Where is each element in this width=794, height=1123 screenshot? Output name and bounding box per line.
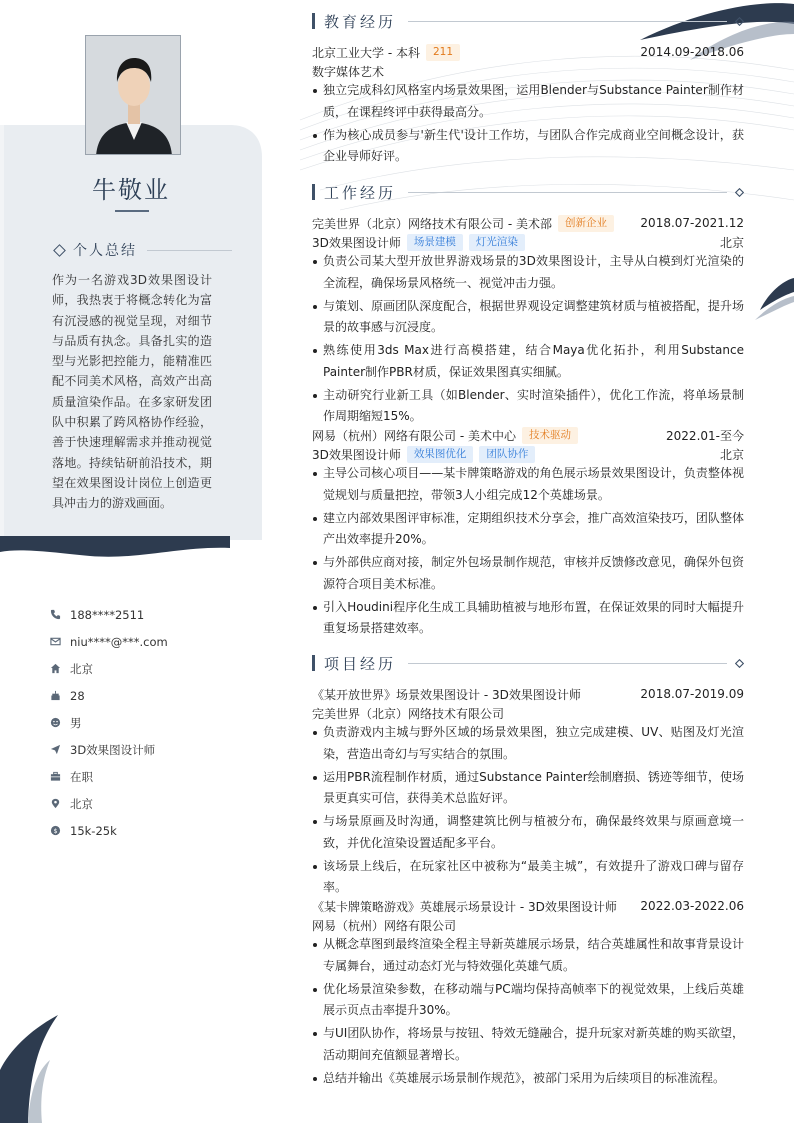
contact-info bbox=[50, 601, 250, 844]
project-date: 2018.07-2019.09 bbox=[640, 687, 744, 701]
project-bullets bbox=[312, 934, 744, 1089]
left-sidebar bbox=[0, 0, 262, 1123]
diamond-icon bbox=[735, 659, 744, 668]
job-date: 2018.07-2021.12 bbox=[640, 216, 744, 230]
job-role: 3D效果图设计师 bbox=[312, 447, 401, 462]
education-title: 教育经历 bbox=[324, 12, 397, 31]
project-entry-1 bbox=[312, 684, 744, 900]
summary-title: 个人总结 bbox=[73, 243, 137, 259]
summary-divider bbox=[147, 250, 232, 251]
work-entry-2 bbox=[312, 425, 744, 641]
list-item: 与UI团队协作，将场景与按钮、特效无缝融合，提升玩家对新英雄的购买欲望，活动期间充值额显著增长。 bbox=[312, 1023, 744, 1066]
contact-gender-value: 男 bbox=[70, 715, 82, 730]
list-item: 从概念草图到最终渲染全程主导新英雄展示场景，结合英雄属性和故事背景设计专属舞台，通过动态灯光与特效强化英雄气质。 bbox=[312, 934, 744, 977]
avatar bbox=[86, 36, 181, 155]
list-item: 该场景上线后，在玩家社区中被称为“最美主城”，有效提升了游戏口碑与留存率。 bbox=[312, 856, 744, 899]
diamond-icon bbox=[735, 17, 744, 26]
home-icon bbox=[50, 663, 61, 674]
school-name: 北京工业大学 - 本科 bbox=[312, 45, 420, 60]
project-company-row bbox=[312, 916, 744, 934]
diamond-icon bbox=[53, 244, 66, 257]
contact-age-value: 28 bbox=[70, 688, 85, 703]
education-bullets bbox=[312, 80, 744, 168]
job-date: 2022.01-至今 bbox=[666, 428, 744, 443]
contact-phone-value: 188****2511 bbox=[70, 607, 145, 622]
project-row bbox=[312, 896, 744, 916]
major-row bbox=[312, 62, 744, 80]
list-item: 引入Houdini程序化生成工具辅助植被与地形布置，在保证效果的同时大幅提升重复场景搭建效率。 bbox=[312, 597, 744, 640]
contact-status bbox=[50, 763, 250, 790]
contact-home bbox=[50, 655, 250, 682]
job-row bbox=[312, 425, 744, 445]
contact-age bbox=[50, 682, 250, 709]
role-row bbox=[312, 445, 744, 463]
contact-gender bbox=[50, 709, 250, 736]
school-tag: 211 bbox=[426, 44, 460, 61]
job-city: 北京 bbox=[719, 447, 744, 462]
location-icon bbox=[50, 798, 61, 809]
list-item: 总结并输出《英雄展示场景制作规范》，被部门采用为后续项目的标准流程。 bbox=[312, 1068, 744, 1090]
email-icon bbox=[50, 636, 61, 647]
contact-position bbox=[50, 736, 250, 763]
skill-tag: 效果图优化 bbox=[407, 446, 474, 463]
name-divider bbox=[115, 210, 149, 212]
education-date: 2014.09-2018.06 bbox=[640, 45, 744, 59]
company-name: 网易（杭州）网络有限公司 - 美术中心 bbox=[312, 428, 516, 443]
company-name: 完美世界（北京）网络技术有限公司 - 美术部 bbox=[312, 216, 552, 231]
job-role: 3D效果图设计师 bbox=[312, 235, 401, 250]
work-entry-1 bbox=[312, 213, 744, 429]
project-entry-2 bbox=[312, 896, 744, 1091]
education-header bbox=[312, 10, 744, 32]
contact-position-value: 3D效果图设计师 bbox=[70, 742, 156, 757]
list-item: 运用PBR流程制作材质，通过Substance Painter绘制磨损、锈迹等细节，使场景更真实可信，获得美术总监好评。 bbox=[312, 767, 744, 810]
company-tag: 创新企业 bbox=[558, 215, 614, 232]
company-tag: 技术驱动 bbox=[522, 427, 578, 444]
list-item: 与外部供应商对接，制定外包场景制作规范，审核并反馈修改意见，确保外包资源符合项目美术标准。 bbox=[312, 552, 744, 595]
list-item: 与策划、原画团队深度配合，根据世界观设定调整建筑材质与植被搭配，提升场景的故事感与沉浸度。 bbox=[312, 296, 744, 339]
projects-header bbox=[312, 652, 744, 674]
section-bar bbox=[312, 655, 315, 671]
project-name: 《某卡牌策略游戏》英雄展示场景设计 - 3D效果图设计师 bbox=[312, 899, 617, 914]
section-bar bbox=[312, 184, 315, 200]
send-icon bbox=[50, 744, 61, 755]
job-row bbox=[312, 213, 744, 233]
major: 数字媒体艺术 bbox=[312, 64, 385, 79]
project-bullets bbox=[312, 722, 744, 899]
salary-icon bbox=[50, 825, 61, 836]
project-name: 《某开放世界》场景效果图设计 - 3D效果图设计师 bbox=[312, 687, 581, 702]
section-bar bbox=[312, 13, 315, 29]
svg-text:$: $ bbox=[53, 826, 58, 835]
projects-title: 项目经历 bbox=[324, 654, 397, 673]
contact-salary-value: 15k-25k bbox=[70, 823, 117, 838]
work-title: 工作经历 bbox=[324, 183, 397, 202]
list-item: 作为核心成员参与'新生代'设计工作坊，与团队合作完成商业空间概念设计，获企业导师好评。 bbox=[312, 125, 744, 168]
list-item: 负责游戏内主城与野外区域的场景效果图，独立完成建模、UV、贴图及灯光渲染，营造出奇幻与写实结合的氛围。 bbox=[312, 722, 744, 765]
skill-tag: 团队协作 bbox=[479, 446, 535, 463]
list-item: 与场景原画及时沟通，调整建筑比例与植被分布，确保最终效果与原画意境一致，并优化渲染设置适配多平台。 bbox=[312, 811, 744, 854]
briefcase-icon bbox=[50, 771, 61, 782]
section-divider bbox=[408, 21, 727, 22]
skill-tag: 灯光渲染 bbox=[469, 234, 525, 251]
project-date: 2022.03-2022.06 bbox=[640, 899, 744, 913]
contact-location-value: 北京 bbox=[70, 796, 93, 811]
list-item: 优化场景渲染参数，在移动端与PC端均保持高帧率下的视觉效果，上线后英雄展示页点击率提升30%。 bbox=[312, 979, 744, 1022]
education-row bbox=[312, 42, 744, 62]
education-entry bbox=[312, 42, 744, 169]
work-header bbox=[312, 181, 744, 203]
job-bullets bbox=[312, 463, 744, 640]
list-item: 主动研究行业新工具（如Blender、实时渲染插件），优化工作流，将单场景制作周期缩短15%。 bbox=[312, 385, 744, 428]
contact-email-value: niu****@***.com bbox=[70, 634, 168, 649]
summary-header bbox=[52, 240, 232, 260]
job-bullets bbox=[312, 251, 744, 428]
cake-icon bbox=[50, 690, 61, 701]
project-company-row bbox=[312, 704, 744, 722]
project-company: 网易（杭州）网络有限公司 bbox=[312, 918, 457, 933]
list-item: 独立完成科幻风格室内场景效果图，运用Blender与Substance Painter制作材质，在课程终评中获得最高分。 bbox=[312, 80, 744, 123]
list-item: 熟练使用3ds Max进行高模搭建，结合Maya优化拓扑，利用Substance Painter制作PBR材质，保证效果图真实细腻。 bbox=[312, 340, 744, 383]
section-divider bbox=[408, 663, 727, 664]
contact-salary bbox=[50, 817, 250, 844]
contact-email bbox=[50, 628, 250, 655]
contact-location bbox=[50, 790, 250, 817]
list-item: 建立内部效果图评审标准，定期组织技术分享会，推广高效渲染技巧，团队整体产出效率提升20%。 bbox=[312, 508, 744, 551]
phone-icon bbox=[50, 609, 61, 620]
project-row bbox=[312, 684, 744, 704]
contact-phone bbox=[50, 601, 250, 628]
summary-text: 作为一名游戏3D效果图设计师，我热衷于将概念转化为富有沉浸感的视觉呈现，对细节与品质有执念。具备扎实的造型与光影把控能力，能精准匹配不同美术风格，高效产出高质量渲染作品。在多家研发团队中积累了跨风格协作经验，善于快速理解需求并推动视觉落地。持续钻研前沿技术，期望在效果图设计岗位上创造更具冲击力的游戏画面。 bbox=[52, 273, 212, 511]
project-company: 完美世界（北京）网络技术有限公司 bbox=[312, 706, 505, 721]
contact-home-value: 北京 bbox=[70, 661, 93, 676]
diamond-icon bbox=[735, 188, 744, 197]
list-item: 负责公司某大型开放世界游戏场景的3D效果图设计，主导从白模到灯光渲染的全流程，确保场景风格统一、视觉冲击力强。 bbox=[312, 251, 744, 294]
job-city: 北京 bbox=[719, 235, 744, 250]
gender-icon bbox=[50, 717, 61, 728]
person-name: 牛敬业 bbox=[92, 176, 170, 204]
skill-tag: 场景建模 bbox=[407, 234, 463, 251]
contact-status-value: 在职 bbox=[70, 769, 93, 784]
section-divider bbox=[408, 192, 727, 193]
list-item: 主导公司核心项目——某卡牌策略游戏的角色展示场景效果图设计，负责整体视觉规划与质量把控，带领3人小组完成12个英雄场景。 bbox=[312, 463, 744, 506]
role-row bbox=[312, 233, 744, 251]
profile-photo bbox=[85, 35, 181, 155]
